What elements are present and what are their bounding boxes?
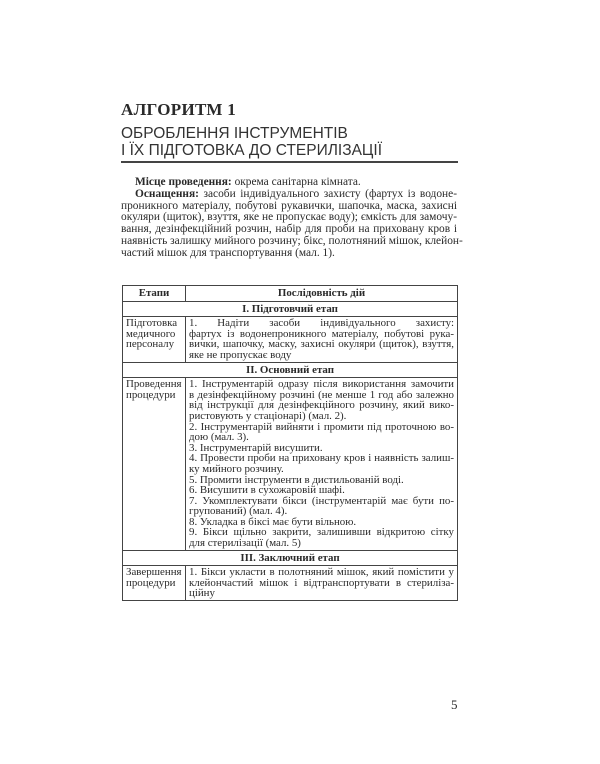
action-line: 1. Надіти засоби індивідуального захисту: <box>189 317 454 330</box>
action-line: 6. Висушити в сухожаровій шафі. <box>189 484 345 497</box>
title-divider <box>121 161 458 163</box>
actions-cell <box>186 566 458 601</box>
action-line: яке не пропускає воду <box>189 348 292 361</box>
stage-line: медичного <box>126 327 176 340</box>
page-number: 5 <box>451 697 458 712</box>
section-title: ІІ. Основний етап <box>123 362 458 378</box>
stage-line: Підготовка <box>126 317 178 330</box>
table-row <box>123 378 458 551</box>
action-line: групований) (мал. 4). <box>189 505 288 518</box>
section-row <box>123 362 458 378</box>
stage-line: Проведення <box>126 378 182 391</box>
action-line: 1. Бікси укласти в полотняний мішок, який помістити у <box>189 566 454 579</box>
action-line: 2. Інструментарій вийняти і промити під проточною во- <box>189 420 454 433</box>
equipment-line: окуляри (щиток), взуття, яке не пропускає воду); ємкість для замочу- <box>121 211 457 224</box>
header-actions: Послідовність дій <box>186 286 458 302</box>
action-line: 9. Бікси щільно закрити, залишивши відкритою сітку <box>189 526 454 539</box>
action-line: 8. Укладка в біксі має бути вільною. <box>189 515 357 528</box>
intro-paragraph <box>121 176 463 259</box>
equipment-line: частий мішок для транспортування (мал. 1). <box>121 246 335 259</box>
equipment-line <box>121 189 457 201</box>
action-line: ку мийного розчину. <box>189 462 284 475</box>
equipment-line: наявність залишку мийного розчину; бікс, полотняний мішок, клейон- <box>121 234 463 247</box>
action-line: 3. Інструментарій висушити. <box>189 441 323 454</box>
stage-cell <box>123 566 186 601</box>
action-line: в дезінфекційному розчині (не менше 1 год або залежно <box>189 388 454 401</box>
page-title: АЛГОРИТМ 1 <box>121 100 237 119</box>
actions-cell <box>186 378 458 551</box>
page-subtitle <box>121 126 382 159</box>
section-title: І. Підготовчий етап <box>123 301 458 317</box>
stage-line: процедури <box>126 388 176 401</box>
section-row <box>123 301 458 317</box>
table-row <box>123 317 458 362</box>
equipment-text: засоби індивідуального захисту (фартух із водоне- <box>198 187 457 200</box>
section-title: ІІІ. Заключний етап <box>123 550 458 566</box>
action-line: вички, шапочку, маску, захисні окуляри (щиток), взуття, <box>189 338 454 351</box>
stage-cell <box>123 378 186 551</box>
place-label: Місце проведення: <box>135 176 232 188</box>
action-line: ційну <box>189 587 215 600</box>
equipment-label: Оснащення: <box>135 187 199 200</box>
action-line: 4. Провести проби на приховану кров і наявність залиш- <box>189 452 454 465</box>
action-line: для стерилізації (мал. 5) <box>189 537 301 550</box>
section-row <box>123 550 458 566</box>
action-line: клейончастий мішок і відтранспортувати в стерилізa- <box>189 576 454 589</box>
equipment-line: проникного матеріалу, побутові рукавички, шапочка, маска, захисні <box>121 199 457 212</box>
procedure-table <box>122 285 458 601</box>
action-line: від інструкції для дезінфекційного розчину, який вико- <box>189 399 454 412</box>
action-line: 7. Укомплектувати бікси (інструментарій має бути по- <box>189 494 454 507</box>
header-stages: Етапи <box>123 286 186 302</box>
place-text: окрема санітарна кімната. <box>231 176 361 188</box>
equipment-line: вання, дезінфекційний розчин, набір для проби на приховану кров і <box>121 223 457 235</box>
action-line: фартух із водонепроникного матеріалу, побутові рука- <box>189 327 454 340</box>
subtitle-line: І ЇХ ПІДГОТОВКА ДО СТЕРИЛІЗАЦІЇ <box>121 141 383 159</box>
stage-line: процедури <box>126 576 176 589</box>
actions-cell <box>186 317 458 362</box>
table-row <box>123 566 458 601</box>
action-line: 5. Промити інструменти в дистильованій воді. <box>189 473 404 486</box>
stage-line: Завершення <box>126 566 182 579</box>
subtitle-line: ОБРОБЛЕННЯ ІНСТРУМЕНТІВ <box>121 125 348 142</box>
stage-cell <box>123 317 186 362</box>
stage-line: персоналу <box>126 338 175 351</box>
action-line: 1. Інструментарій одразу після використання замочити <box>189 378 454 391</box>
action-line: дою (мал. 3). <box>189 431 249 444</box>
action-line: ристовують у стаціонарі) (мал. 2). <box>189 409 347 422</box>
